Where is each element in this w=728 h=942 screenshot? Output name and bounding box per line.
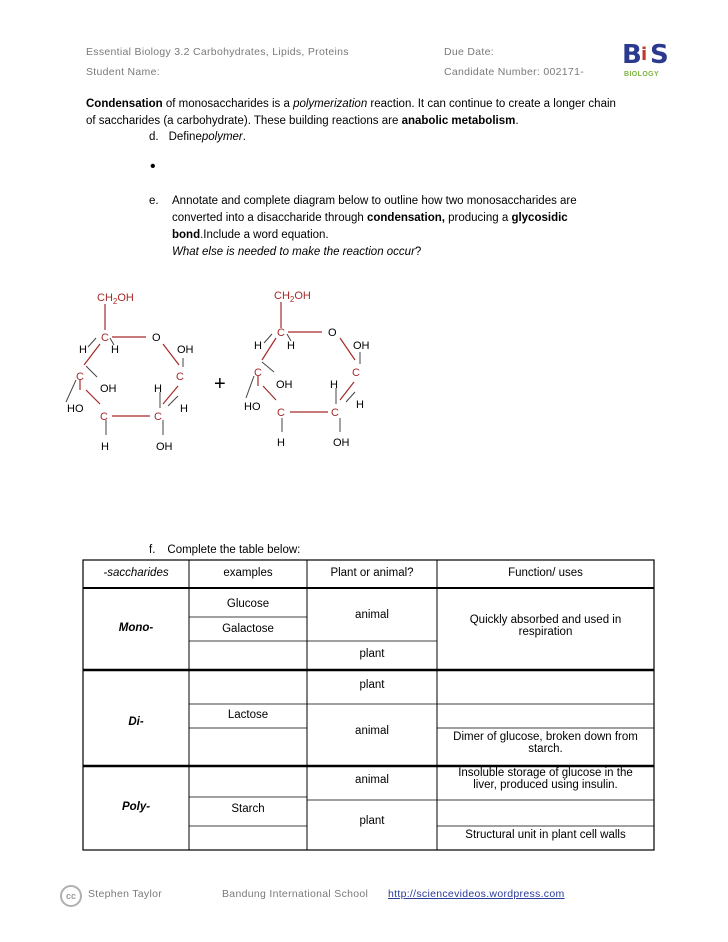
row-label-poly: Poly-	[121, 801, 151, 813]
carbon-2-left: C	[154, 411, 162, 423]
example-lactose: Lactose	[227, 709, 269, 721]
creative-commons-icon: cc	[60, 885, 82, 907]
h-label: H	[277, 437, 285, 449]
function-value	[437, 614, 654, 638]
oh-label: OH	[100, 383, 117, 395]
question-d-em: polymer	[201, 131, 243, 143]
carbon-3-left: C	[100, 411, 108, 423]
function-line: starch.	[528, 743, 563, 755]
logo-letter-b: B	[622, 40, 642, 70]
function-line: Quickly absorbed and used in	[469, 614, 622, 626]
oh-label: OH	[333, 437, 350, 449]
function-value	[437, 731, 654, 755]
intro-text-2: reaction. It can continue to create a longer chain	[367, 98, 616, 110]
question-f-number: f.	[149, 544, 156, 556]
example-glucose: Glucose	[226, 598, 270, 610]
question-d-number: d.	[149, 131, 159, 143]
carbon-5-right: C	[277, 327, 285, 339]
h-label: H	[330, 379, 338, 391]
plant-animal-value: animal	[355, 609, 389, 621]
carbon-4-right: C	[254, 367, 262, 379]
h-label: H	[254, 340, 262, 352]
answer-bullet: •	[150, 158, 156, 175]
oh-label: OH	[276, 379, 293, 391]
question-e-line3a: bond	[172, 229, 201, 241]
ho-label: HO	[244, 401, 261, 413]
footer-link[interactable]: http://sciencevideos.wordpress.com	[388, 888, 565, 900]
footer-school: Bandung International School	[222, 888, 369, 900]
h-label: H	[180, 403, 188, 415]
oh-label: OH	[177, 344, 194, 356]
term-anabolic: anabolic metabolism	[401, 115, 516, 127]
question-e-line2c: producing a	[444, 212, 512, 224]
plant-animal-value: plant	[359, 679, 385, 691]
row-label-mono: Mono-	[118, 622, 154, 634]
carbon-4-left: C	[76, 371, 84, 383]
intro-text-1: of monosaccharides is a	[162, 98, 294, 110]
carbon-3-right: C	[277, 407, 285, 419]
question-e-line4b: ?	[414, 246, 422, 258]
logo-subtitle: BIOLOGY	[624, 71, 660, 78]
carbon-5-left: C	[101, 332, 109, 344]
carbon-2-right: C	[331, 407, 339, 419]
intro-text-4: .	[515, 115, 519, 127]
logo-letter-i: i	[641, 44, 648, 65]
plant-animal-value: plant	[359, 648, 385, 660]
question-e-number: e.	[149, 195, 159, 207]
plant-animal-value: plant	[359, 815, 385, 827]
function-line: liver, produced using insulin.	[473, 779, 618, 791]
oh-label: OH	[353, 340, 370, 352]
oh-label: OH	[156, 441, 173, 453]
table-header-examples: examples	[223, 567, 273, 579]
function-line: Insoluble storage of glucose in the	[458, 767, 633, 779]
h-label: H	[154, 383, 162, 395]
course-title: Essential Biology 3.2 Carbohydrates, Lipids, Proteins	[86, 46, 349, 58]
question-e-line4a: What else is needed to make the reaction occur	[172, 246, 415, 258]
table-header-text: -saccharides	[103, 567, 169, 579]
table-header-function: Function/ uses	[508, 567, 583, 579]
ring-oxygen-left: O	[152, 332, 161, 344]
question-e-line2b: condensation,	[366, 212, 445, 224]
function-line: Dimer of glucose, broken down from	[453, 731, 638, 743]
due-date-label: Due Date:	[444, 46, 494, 58]
logo-letter-s: S	[650, 40, 669, 70]
question-d-end: .	[242, 131, 246, 143]
h-label: H	[356, 399, 364, 411]
question-f-text: Complete the table below:	[167, 544, 301, 556]
example-starch: Starch	[231, 803, 265, 815]
plant-animal-value: animal	[355, 725, 389, 737]
h-label: H	[79, 344, 87, 356]
ch2oh-right: $CH_2OH$	[274, 290, 311, 304]
ho-label: HO	[67, 403, 84, 415]
ring-oxygen-right: O	[328, 327, 337, 339]
example-galactose: Galactose	[222, 623, 274, 635]
term-polymerization: polymerization	[293, 98, 368, 110]
term-condensation: Condensation	[86, 98, 163, 110]
function-value: Structural unit in plant cell walls	[465, 829, 626, 841]
h-label: H	[101, 441, 109, 453]
h-label: H	[287, 340, 295, 352]
plant-animal-value: animal	[355, 774, 389, 786]
question-e-line2d: glycosidic	[511, 212, 568, 224]
question-e-line2a: converted into a disaccharide through	[172, 212, 367, 224]
table-header-saccharides	[83, 567, 189, 579]
plus-sign: +	[214, 373, 226, 395]
row-label-di: Di-	[128, 716, 144, 728]
question-e-line3b: .Include a word equation.	[200, 229, 329, 241]
carbon-1-right: C	[352, 367, 360, 379]
question-d-text: Define	[168, 131, 202, 143]
function-value	[437, 767, 654, 791]
footer-author: Stephen Taylor	[88, 888, 163, 900]
h-label: H	[111, 344, 119, 356]
question-e-line1: Annotate and complete diagram below to outline how two monosaccharides are	[172, 195, 577, 207]
intro-text-3: of saccharides (a carbohydrate). These building reactions are	[86, 115, 402, 127]
carbon-1-left: C	[176, 371, 184, 383]
student-name-label: Student Name:	[86, 66, 160, 78]
ch2oh-left: $CH_2OH$	[97, 292, 134, 306]
candidate-number-label: Candidate Number: 002171-	[444, 66, 585, 78]
table-header-plant-animal: Plant or animal?	[330, 567, 414, 579]
function-line: respiration	[518, 626, 573, 638]
